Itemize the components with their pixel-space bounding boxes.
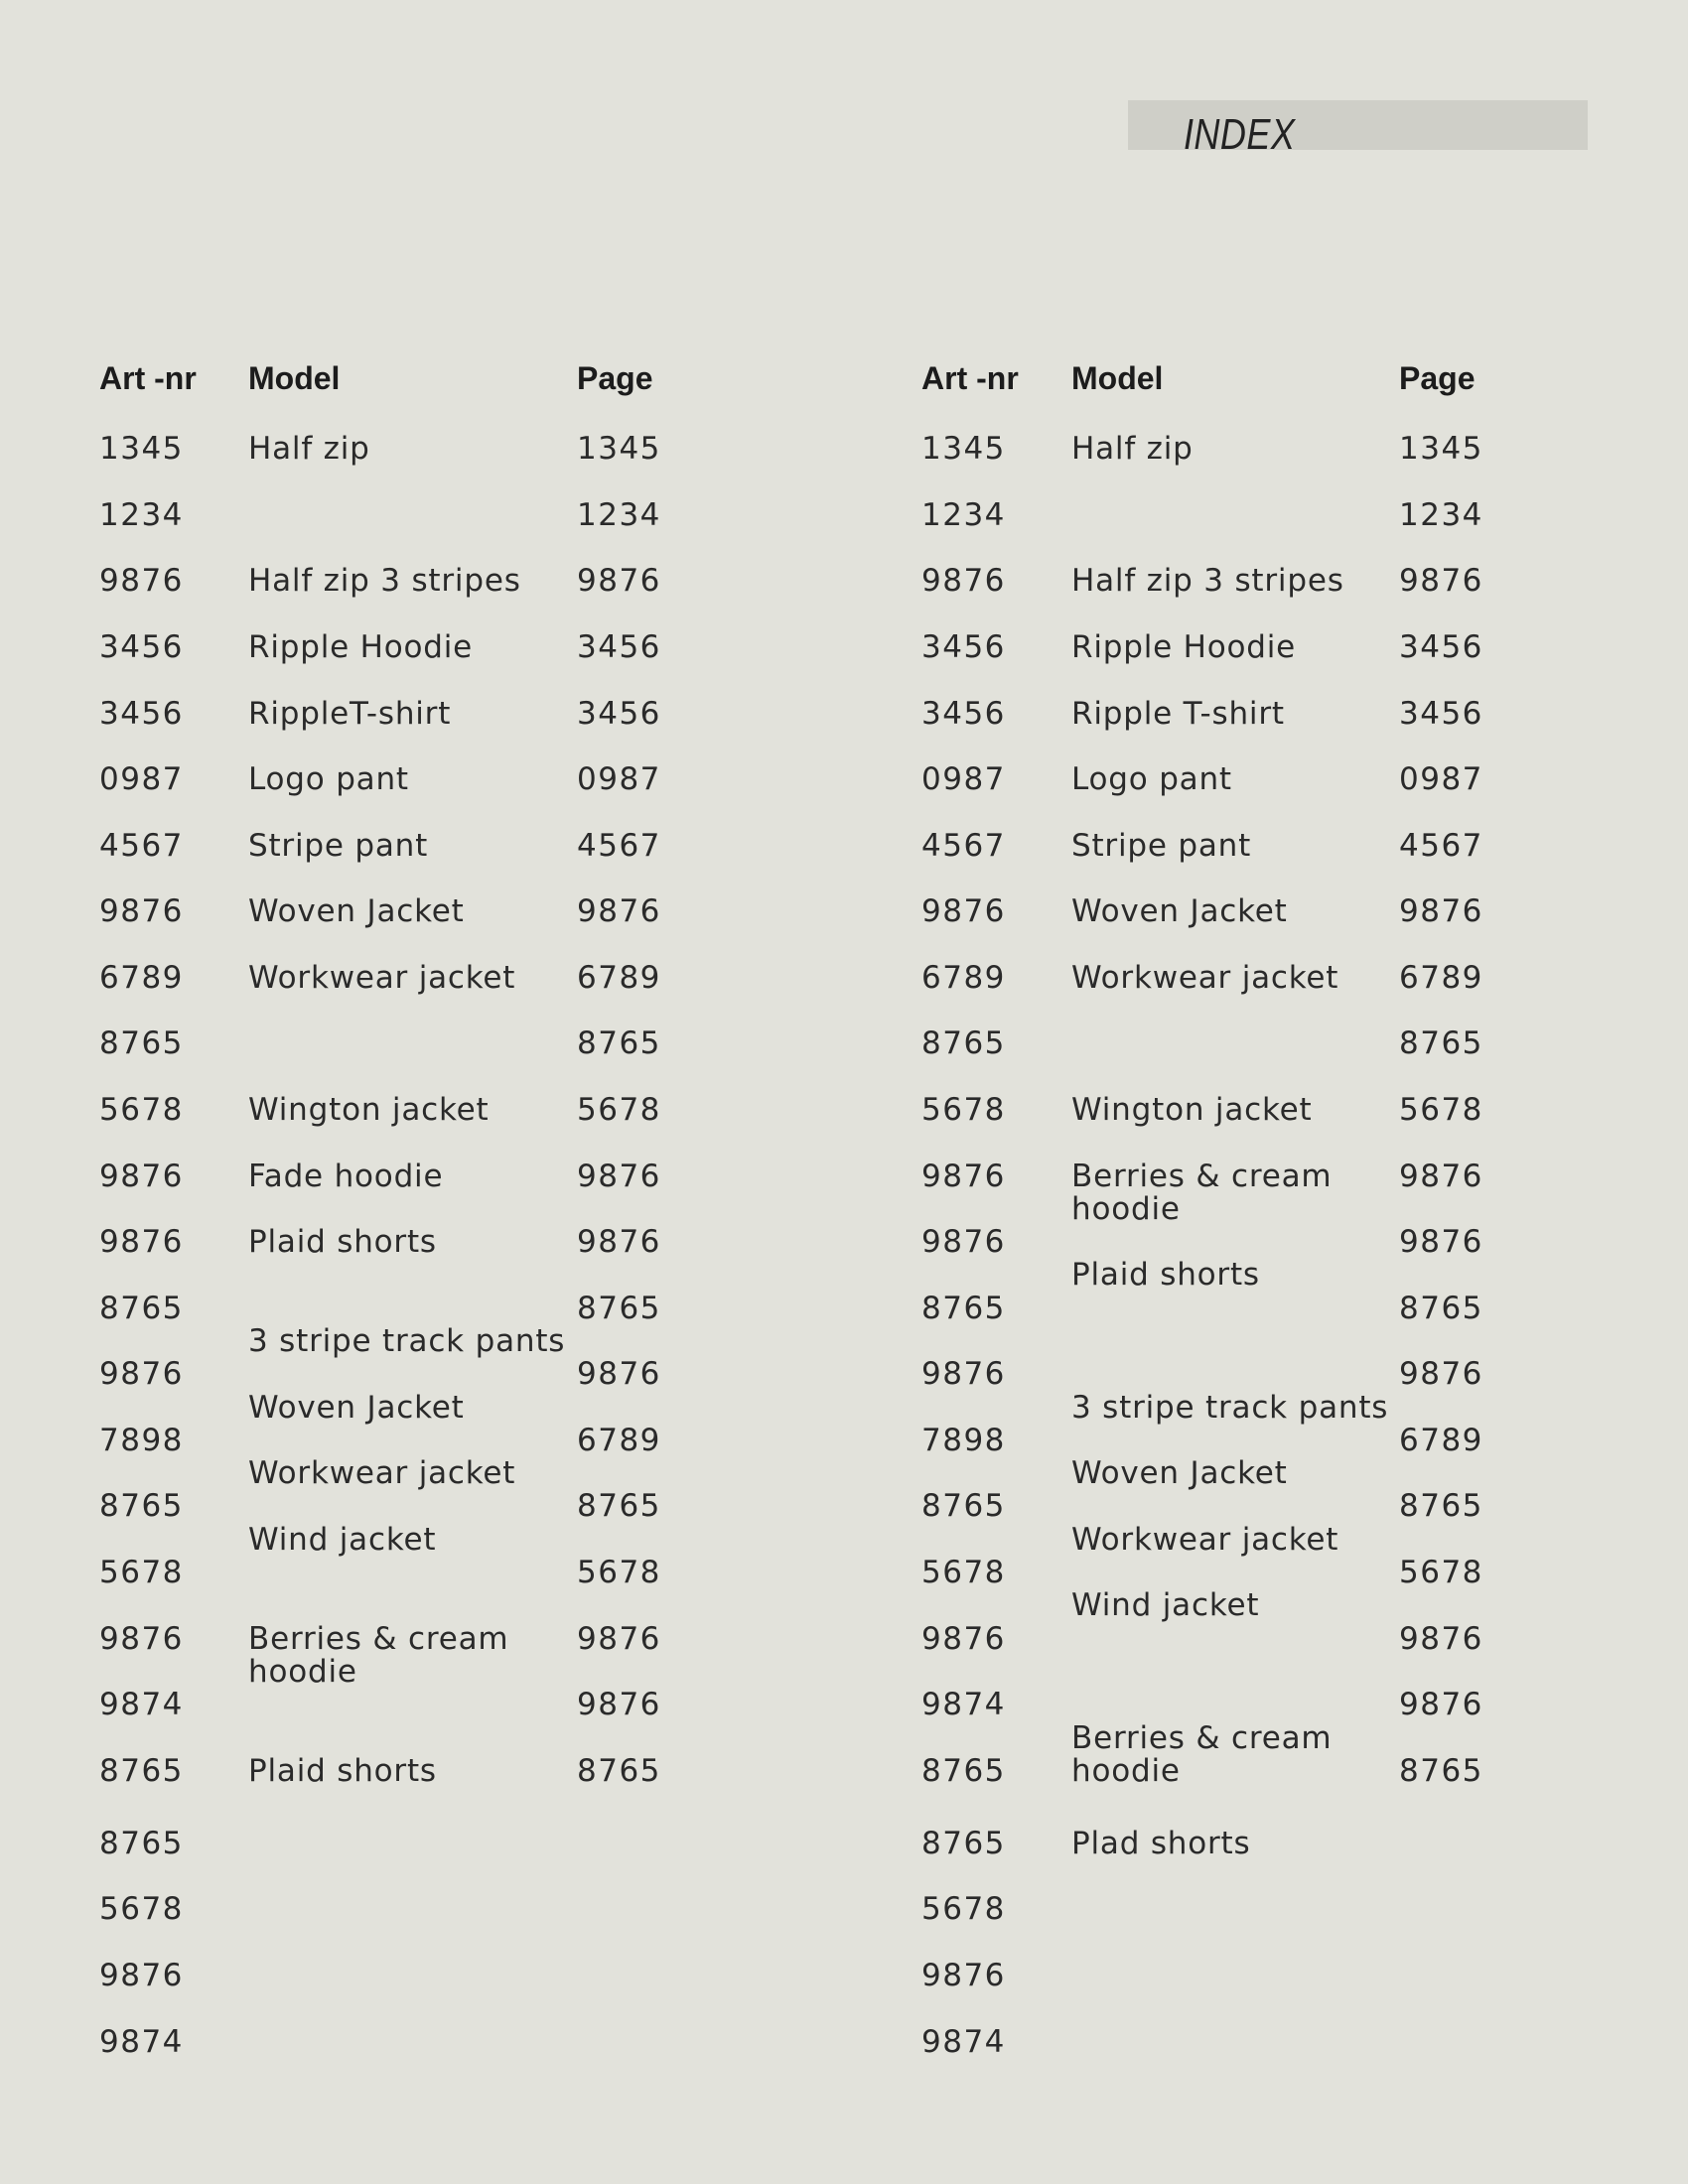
art-nr-cell: 9874 <box>99 2024 184 2060</box>
page-number-cell: 9876 <box>577 893 661 929</box>
art-nr-cell: 3456 <box>921 696 1006 732</box>
page-number-cell: 1345 <box>1399 431 1483 467</box>
page-number-cell: 9876 <box>577 1356 661 1392</box>
page-title: INDEX <box>1184 110 1296 159</box>
art-nr-cell: 8765 <box>99 1826 184 1861</box>
model-name-cell: Ripple T-shirt <box>1071 696 1285 732</box>
art-nr-cell: 9876 <box>921 1621 1006 1657</box>
model-name-cell: Woven Jacket <box>1071 893 1288 929</box>
model-name-cell: Stripe pant <box>1071 828 1252 864</box>
art-nr-cell: 0987 <box>99 761 184 797</box>
page-number-cell: 6789 <box>577 1423 661 1458</box>
art-nr-cell: 8765 <box>99 1753 184 1789</box>
model-name-cell: Plaid shorts <box>1071 1257 1260 1293</box>
art-nr-cell: 6789 <box>99 960 184 996</box>
page-number-cell: 1345 <box>577 431 661 467</box>
art-nr-cell: 3456 <box>99 696 184 732</box>
art-nr-cell: 5678 <box>921 1092 1006 1128</box>
art-nr-cell: 8765 <box>921 1488 1006 1524</box>
page-number-cell: 5678 <box>1399 1555 1483 1590</box>
page-number-cell: 1234 <box>577 497 661 533</box>
page-number-cell: 1234 <box>1399 497 1483 533</box>
art-nr-cell: 9876 <box>99 1356 184 1392</box>
page-number-cell: 9876 <box>577 1687 661 1722</box>
page-number-cell: 8765 <box>577 1025 661 1061</box>
art-nr-cell: 9876 <box>99 893 184 929</box>
model-name-cell: Half zip 3 stripes <box>1071 563 1344 599</box>
model-name-cell: Workwear jacket <box>248 960 516 996</box>
model-name-cell: Half zip <box>1071 431 1194 467</box>
page-number-cell: 8765 <box>577 1291 661 1326</box>
header-model-right: Model <box>1071 360 1164 396</box>
model-name-cell: Workwear jacket <box>248 1455 516 1491</box>
art-nr-cell: 1345 <box>99 431 184 467</box>
page-number-cell: 8765 <box>1399 1753 1483 1789</box>
model-name-cell: Logo pant <box>248 761 409 797</box>
page-number-cell: 4567 <box>1399 828 1483 864</box>
model-name-cell: Plaid shorts <box>248 1224 437 1260</box>
art-nr-cell: 9876 <box>921 1356 1006 1392</box>
page-number-cell: 8765 <box>577 1753 661 1789</box>
art-nr-cell: 5678 <box>921 1555 1006 1590</box>
page-number-cell: 9876 <box>1399 1224 1483 1260</box>
page-number-cell: 3456 <box>1399 629 1483 665</box>
model-name-cell: Berries & cream <box>1071 1720 1333 1756</box>
header-page-left: Page <box>577 360 653 396</box>
art-nr-cell: 8765 <box>921 1826 1006 1861</box>
art-nr-cell: 4567 <box>921 828 1006 864</box>
page-number-cell: 9876 <box>577 1224 661 1260</box>
page-number-cell: 8765 <box>577 1488 661 1524</box>
art-nr-cell: 8765 <box>921 1025 1006 1061</box>
art-nr-cell: 8765 <box>921 1291 1006 1326</box>
model-name-cell: Ripple Hoodie <box>1071 629 1297 665</box>
model-name-cell: RippleT-shirt <box>248 696 452 732</box>
art-nr-cell: 9874 <box>921 1687 1006 1722</box>
page-number-cell: 5678 <box>577 1092 661 1128</box>
page-number-cell: 8765 <box>1399 1025 1483 1061</box>
page-number-cell: 5678 <box>577 1555 661 1590</box>
model-name-cell: Workwear jacket <box>1071 1522 1339 1558</box>
model-name-cell: hoodie <box>1071 1191 1181 1227</box>
art-nr-cell: 1345 <box>921 431 1006 467</box>
page-number-cell: 9876 <box>1399 1356 1483 1392</box>
art-nr-cell: 3456 <box>921 629 1006 665</box>
page-number-cell: 9876 <box>577 563 661 599</box>
header-page-right: Page <box>1399 360 1476 396</box>
art-nr-cell: 3456 <box>99 629 184 665</box>
model-name-cell: 3 stripe track pants <box>248 1323 566 1359</box>
page-number-cell: 9876 <box>1399 893 1483 929</box>
model-name-cell: Plad shorts <box>1071 1826 1251 1861</box>
art-nr-cell: 1234 <box>99 497 184 533</box>
page-number-cell: 9876 <box>1399 1687 1483 1722</box>
page-number-cell: 5678 <box>1399 1092 1483 1128</box>
art-nr-cell: 9876 <box>921 1958 1006 1993</box>
header-art-right: Art -nr <box>921 360 1019 396</box>
art-nr-cell: 9876 <box>921 893 1006 929</box>
model-name-cell: Stripe pant <box>248 828 429 864</box>
model-name-cell: Plaid shorts <box>248 1753 437 1789</box>
art-nr-cell: 9876 <box>99 1224 184 1260</box>
page-number-cell: 8765 <box>1399 1488 1483 1524</box>
model-name-cell: Half zip <box>248 431 370 467</box>
page-number-cell: 0987 <box>577 761 661 797</box>
page-number-cell: 9876 <box>1399 1621 1483 1657</box>
model-name-cell: Woven Jacket <box>248 1390 465 1426</box>
page-number-cell: 9876 <box>1399 1159 1483 1194</box>
art-nr-cell: 5678 <box>99 1891 184 1927</box>
art-nr-cell: 9876 <box>921 1224 1006 1260</box>
page-number-cell: 0987 <box>1399 761 1483 797</box>
art-nr-cell: 8765 <box>99 1488 184 1524</box>
art-nr-cell: 9876 <box>99 1621 184 1657</box>
header-model-left: Model <box>248 360 341 396</box>
model-name-cell: Ripple Hoodie <box>248 629 474 665</box>
model-name-cell: Fade hoodie <box>248 1159 444 1194</box>
art-nr-cell: 9876 <box>99 563 184 599</box>
art-nr-cell: 5678 <box>99 1092 184 1128</box>
model-name-cell: 3 stripe track pants <box>1071 1390 1389 1426</box>
model-name-cell: hoodie <box>248 1654 357 1690</box>
page-number-cell: 3456 <box>577 629 661 665</box>
page-number-cell: 6789 <box>1399 960 1483 996</box>
art-nr-cell: 9876 <box>99 1159 184 1194</box>
page-number-cell: 6789 <box>577 960 661 996</box>
art-nr-cell: 5678 <box>921 1891 1006 1927</box>
page-number-cell: 9876 <box>577 1621 661 1657</box>
art-nr-cell: 9876 <box>99 1958 184 1993</box>
model-name-cell: Woven Jacket <box>1071 1455 1288 1491</box>
header-art-left: Art -nr <box>99 360 197 396</box>
model-name-cell: Wington jacket <box>1071 1092 1313 1128</box>
model-name-cell: Wind jacket <box>1071 1587 1260 1623</box>
model-name-cell: Wington jacket <box>248 1092 490 1128</box>
art-nr-cell: 9874 <box>99 1687 184 1722</box>
page-number-cell: 6789 <box>1399 1423 1483 1458</box>
art-nr-cell: 8765 <box>99 1291 184 1326</box>
model-name-cell: Berries & cream <box>248 1621 509 1657</box>
art-nr-cell: 9876 <box>921 1159 1006 1194</box>
model-name-cell: hoodie <box>1071 1753 1181 1789</box>
page-number-cell: 9876 <box>577 1159 661 1194</box>
art-nr-cell: 7898 <box>99 1423 184 1458</box>
model-name-cell: Logo pant <box>1071 761 1232 797</box>
art-nr-cell: 5678 <box>99 1555 184 1590</box>
model-name-cell: Half zip 3 stripes <box>248 563 521 599</box>
model-name-cell: Workwear jacket <box>1071 960 1339 996</box>
art-nr-cell: 4567 <box>99 828 184 864</box>
page-number-cell: 3456 <box>1399 696 1483 732</box>
art-nr-cell: 6789 <box>921 960 1006 996</box>
page-number-cell: 4567 <box>577 828 661 864</box>
art-nr-cell: 8765 <box>921 1753 1006 1789</box>
model-name-cell: Wind jacket <box>248 1522 437 1558</box>
art-nr-cell: 0987 <box>921 761 1006 797</box>
art-nr-cell: 7898 <box>921 1423 1006 1458</box>
art-nr-cell: 1234 <box>921 497 1006 533</box>
model-name-cell: Woven Jacket <box>248 893 465 929</box>
page-number-cell: 8765 <box>1399 1291 1483 1326</box>
art-nr-cell: 9876 <box>921 563 1006 599</box>
art-nr-cell: 8765 <box>99 1025 184 1061</box>
page-number-cell: 9876 <box>1399 563 1483 599</box>
page-number-cell: 3456 <box>577 696 661 732</box>
art-nr-cell: 9874 <box>921 2024 1006 2060</box>
model-name-cell: Berries & cream <box>1071 1159 1333 1194</box>
